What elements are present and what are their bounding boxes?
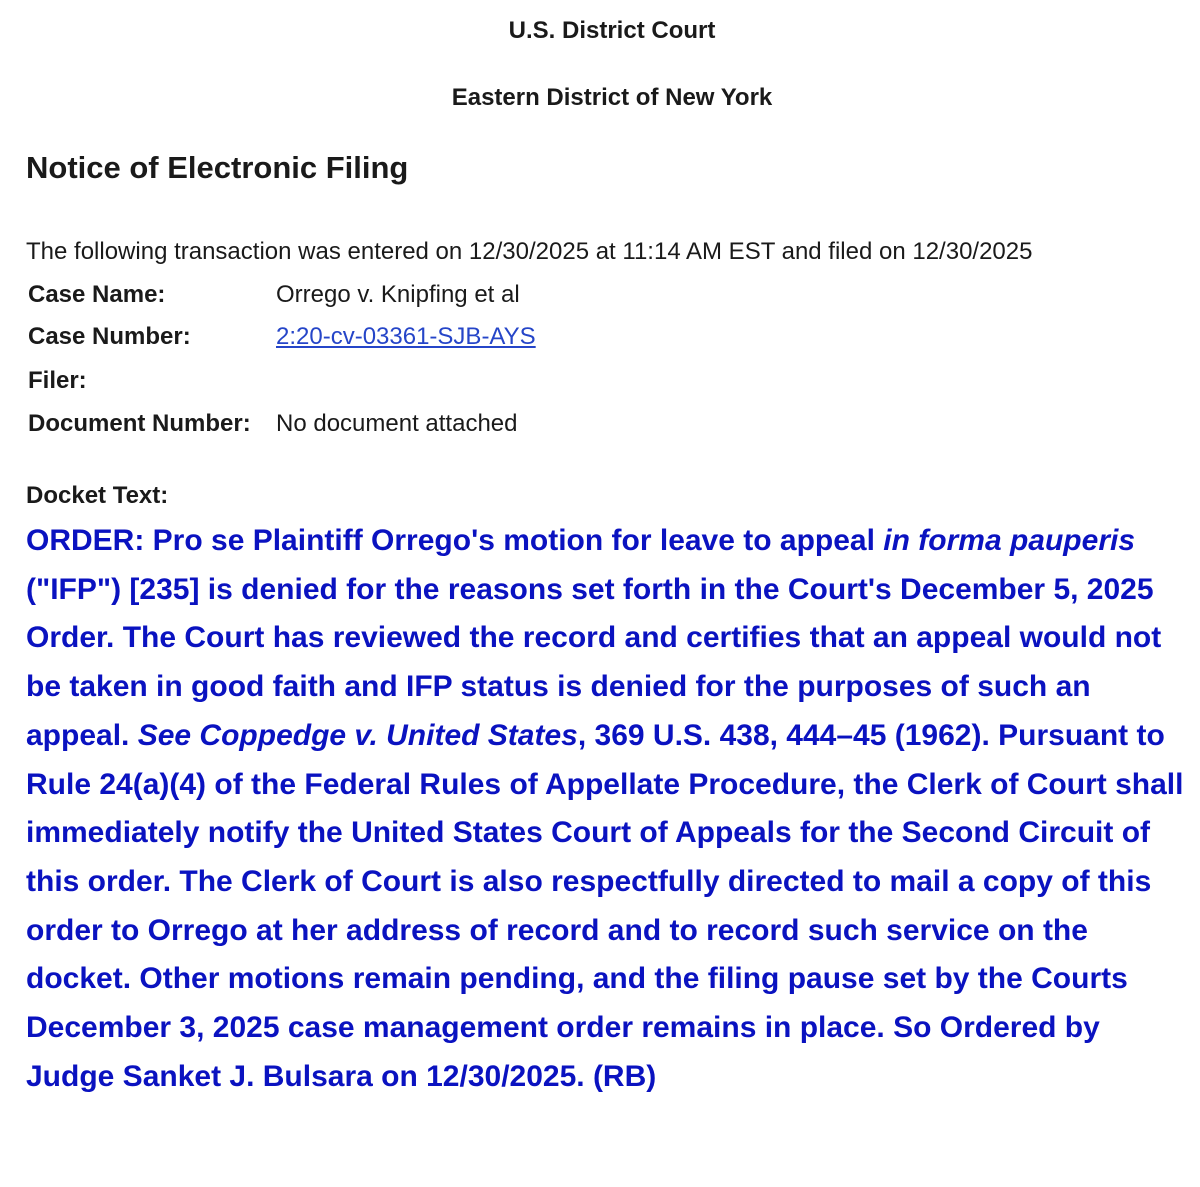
filer-row: [28, 366, 276, 396]
case-number-row: [28, 322, 536, 352]
docket-text-part-2: ("IFP") [235] is denied for the reasons set forth in the Court's December 5, 2025 Order. The Court has reviewed the record and certifies that an appeal would not be taken in good faith and IFP status is denied for the purposes of such an appeal.: [26, 572, 1162, 752]
document-number-value: No document attached: [276, 410, 518, 437]
filer-label: Filer:: [28, 367, 87, 394]
docket-text-italic-1: in forma pauperis: [883, 524, 1136, 557]
document-number-row: [28, 409, 518, 439]
docket-text: [26, 517, 1186, 1101]
docket-text-label: Docket Text:: [26, 482, 169, 509]
court-name: U.S. District Court: [508, 17, 716, 44]
docket-text-italic-2: See Coppedge v. United States: [137, 718, 578, 752]
district-name: Eastern District of New York: [451, 84, 773, 111]
document-number-label: Document Number:: [28, 410, 251, 437]
case-name-row: [28, 280, 520, 310]
case-name-value: Orrego v. Knipfing et al: [276, 281, 520, 308]
case-number-link[interactable]: 2:20-cv-03361-SJB-AYS: [276, 323, 536, 350]
docket-text-part-1: ORDER: Pro se Plaintiff Orrego's motion for leave to appeal: [26, 524, 884, 557]
case-name-label: Case Name:: [28, 281, 166, 308]
transaction-line: The following transaction was entered on 12/30/2025 at 11:14 AM EST and filed on 12/30/2025: [26, 238, 1033, 265]
notice-title: Notice of Electronic Filing: [26, 150, 409, 185]
docket-text-part-3: , 369 U.S. 438, 444–45 (1962). Pursuant to Rule 24(a)(4) of the Federal Rules of Appellate Procedure, the Clerk of Court shall immediately notify the United States Court of Appeals for the Second Circuit of this order. The Clerk of Court is also respectfully directed to mail a copy of this order to Orrego at her address of record and to record such service on the docket. Other motions remain pending, and the filing pause set by the Courts December 3, 2025 case management order remains in place. So Ordered by Judge Sanket J. Bulsara on 12/30/2025. (RB): [26, 718, 1184, 1093]
case-number-label: Case Number:: [28, 323, 191, 350]
